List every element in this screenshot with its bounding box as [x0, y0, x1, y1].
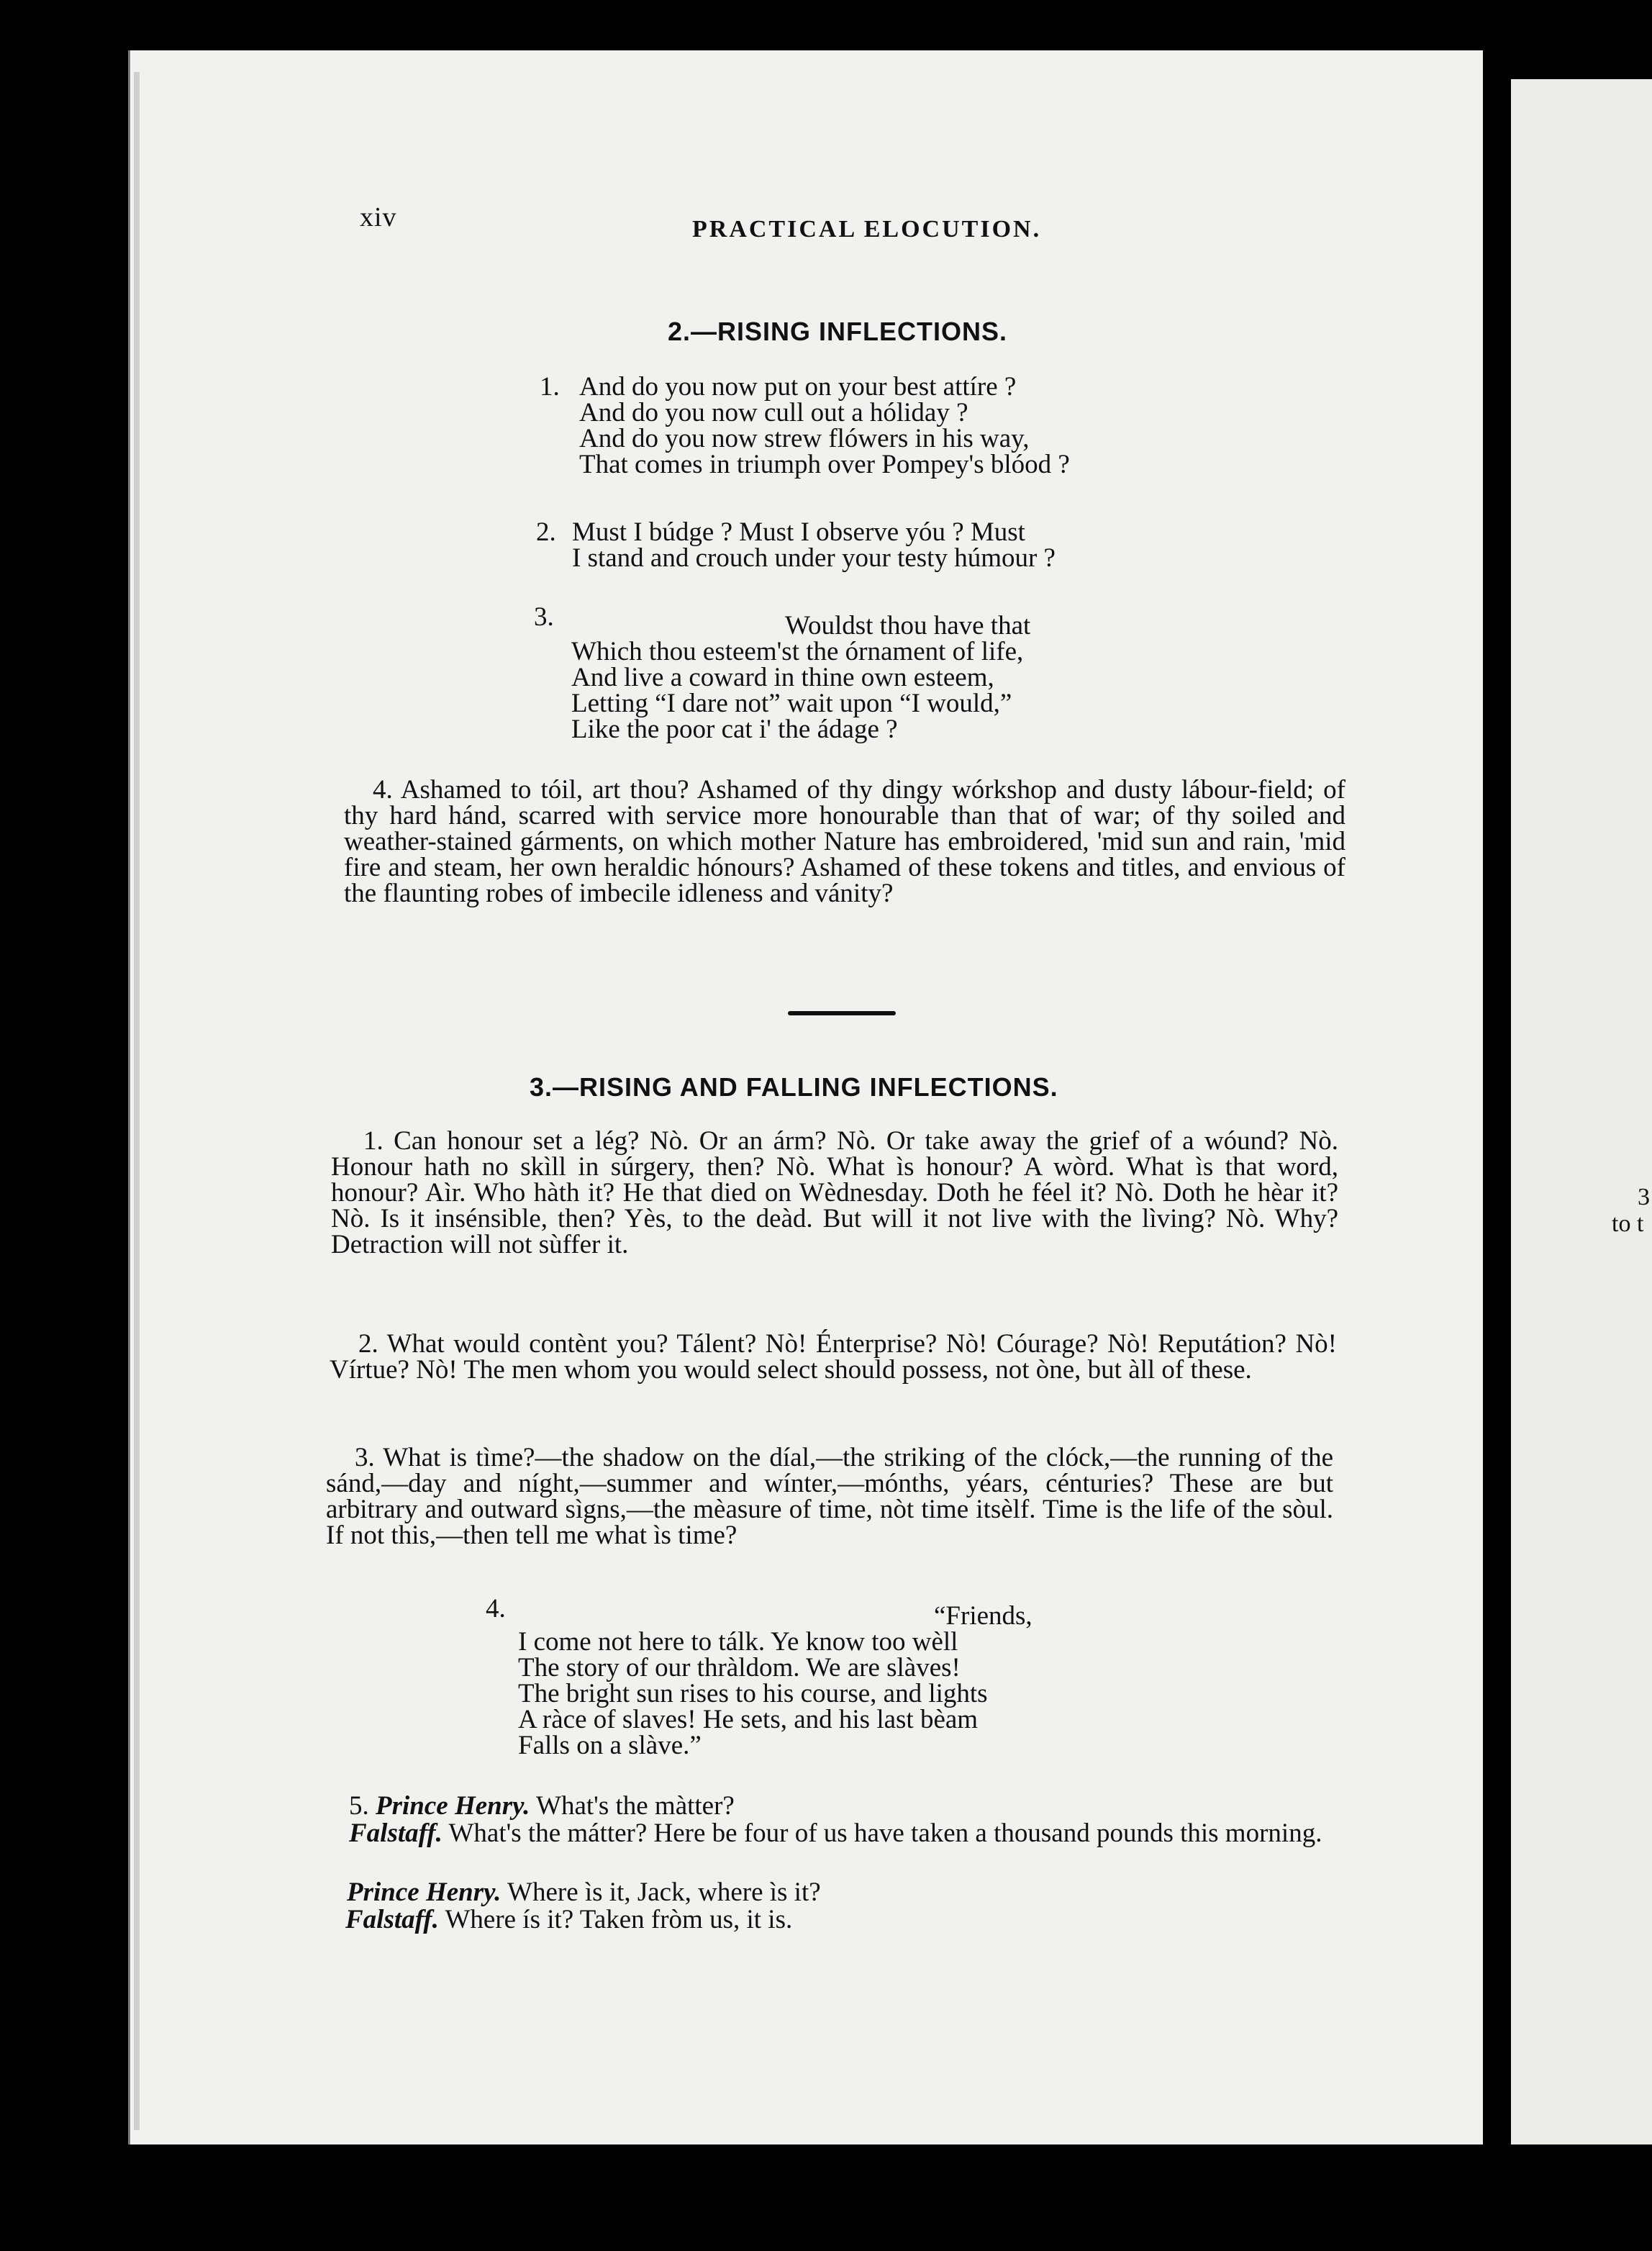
facing-page-fragment: to t	[1612, 1210, 1644, 1237]
speaker-name: Falstaff.	[349, 1819, 442, 1848]
verse-line: And do you now put on your best attíre ?	[579, 372, 1017, 402]
speaker-name: Prince Henry.	[376, 1791, 530, 1821]
item-number: 5.	[349, 1791, 369, 1821]
verse-line: A ràce of slaves! He sets, and his last bèam	[518, 1705, 979, 1734]
item-number: 2.	[536, 517, 556, 547]
example-3-paragraph: 3. What is tìme?—the shadow on the díal,—the striking of the clóck,—the running of the sánd,—day and níght,—summer and wínter,—mónths, yéars, cénturies? These are but arbitrary and outward sìgns,—the mèasure of time, nòt time itsèlf. Time is the life of the sòul. If not this,—then tell me what ìs time?	[326, 1443, 1333, 1550]
speaker-name: Falstaff.	[345, 1905, 439, 1934]
item-number: 4.	[486, 1594, 506, 1623]
page-number: xiv	[360, 202, 397, 232]
verse-line: Letting “I dare not” wait upon “I would,”	[571, 689, 1012, 718]
verse-line: Falls on a slàve.”	[518, 1731, 702, 1760]
verse-line: Like the poor cat i' the ádage ?	[571, 715, 898, 744]
verse-line: Must I búdge ? Must I observe yóu ? Must	[572, 517, 1025, 547]
facing-page-fragment: 3	[1638, 1184, 1650, 1210]
example-4-paragraph: 4. Ashamed to tóil, art thou? Ashamed of thy dingy wórkshop and dusty lábour-field; of thy hard hánd, scarred with service more honourable than that of war; of thy soiled and weather-stained gárments, on which mother Nature has embroidered, 'mid sun and rain, 'mid fire and steam, her own heraldic hónours? Ashamed of these tokens and titles, and envious of the flaunting robes of imbecile idleness and vánity?	[344, 775, 1345, 908]
verse-line: I stand and crouch under your testy húmour ?	[572, 543, 1056, 573]
example-1-paragraph: 1. Can honour set a lég? Nò. Or an árm? Nò. Or take away the grief of a wóund? Nò. Honour hath no skìll in súrgery, then? Nò. What ìs honour? A wòrd. What ìs that word, honour? Aìr. Who hàth it? He that died on Wèdnesday. Doth he féel it? Nò. Doth he hèar it? Nò. Is it insénsible, then? Yès, to the deàd. But will it not live with the lìving? Nò. Why? Detraction will not sùffer it.	[331, 1126, 1338, 1259]
dialogue-line: Where ìs it, Jack, where ìs it?	[507, 1878, 821, 1907]
example-5-line-1	[349, 1793, 735, 1819]
verse-line: And do you now cull out a hóliday ?	[579, 398, 968, 427]
example-2-paragraph: 2. What would contènt you? Tálent? Nò! Énterprise? Nò! Cóurage? Nò! Reputátion? Nò! Vírtue? Nò! The men whom you would select should possess, not òne, but àll of these.	[330, 1329, 1337, 1385]
verse-line: Wouldst thou have that	[785, 611, 1031, 640]
verse-line: And live a coward in thine own esteem,	[571, 663, 994, 692]
dialogue-line: What's the màtter?	[536, 1791, 735, 1821]
facing-page	[1511, 79, 1652, 2144]
example-5-line-2	[327, 1821, 1324, 1847]
verse-line: I come not here to tálk. Ye know too wèll	[518, 1627, 958, 1657]
item-number: 3.	[534, 602, 554, 632]
dialogue-line: What's the mátter? Here be four of us have taken a thousand pounds this morning.	[448, 1819, 1322, 1848]
page-edge	[134, 72, 140, 2130]
running-title: PRACTICAL ELOCUTION.	[692, 216, 1042, 243]
speaker-name: Prince Henry.	[347, 1878, 502, 1907]
section-divider	[788, 1011, 896, 1015]
verse-line: That comes in triumph over Pompey's blóod ?	[579, 450, 1070, 479]
section-heading-rising: 2.—RISING INFLECTIONS.	[668, 317, 1008, 346]
item-number: 1.	[540, 372, 560, 402]
dialogue-line: Where ís it? Taken fròm us, it is.	[445, 1905, 793, 1934]
section-heading-rising-falling: 3.—RISING AND FALLING INFLECTIONS.	[530, 1072, 1058, 1102]
verse-line: The story of our thràldom. We are slàves!	[518, 1653, 961, 1682]
verse-line: The bright sun rises to his course, and lights	[518, 1679, 988, 1708]
example-5-line-3	[347, 1880, 821, 1906]
verse-line: Which thou esteem'st the órnament of life,	[571, 637, 1024, 666]
verse-line: “Friends,	[934, 1601, 1032, 1631]
example-5-line-4	[345, 1907, 792, 1933]
verse-line: And do you now strew flówers in his way,	[579, 424, 1030, 453]
